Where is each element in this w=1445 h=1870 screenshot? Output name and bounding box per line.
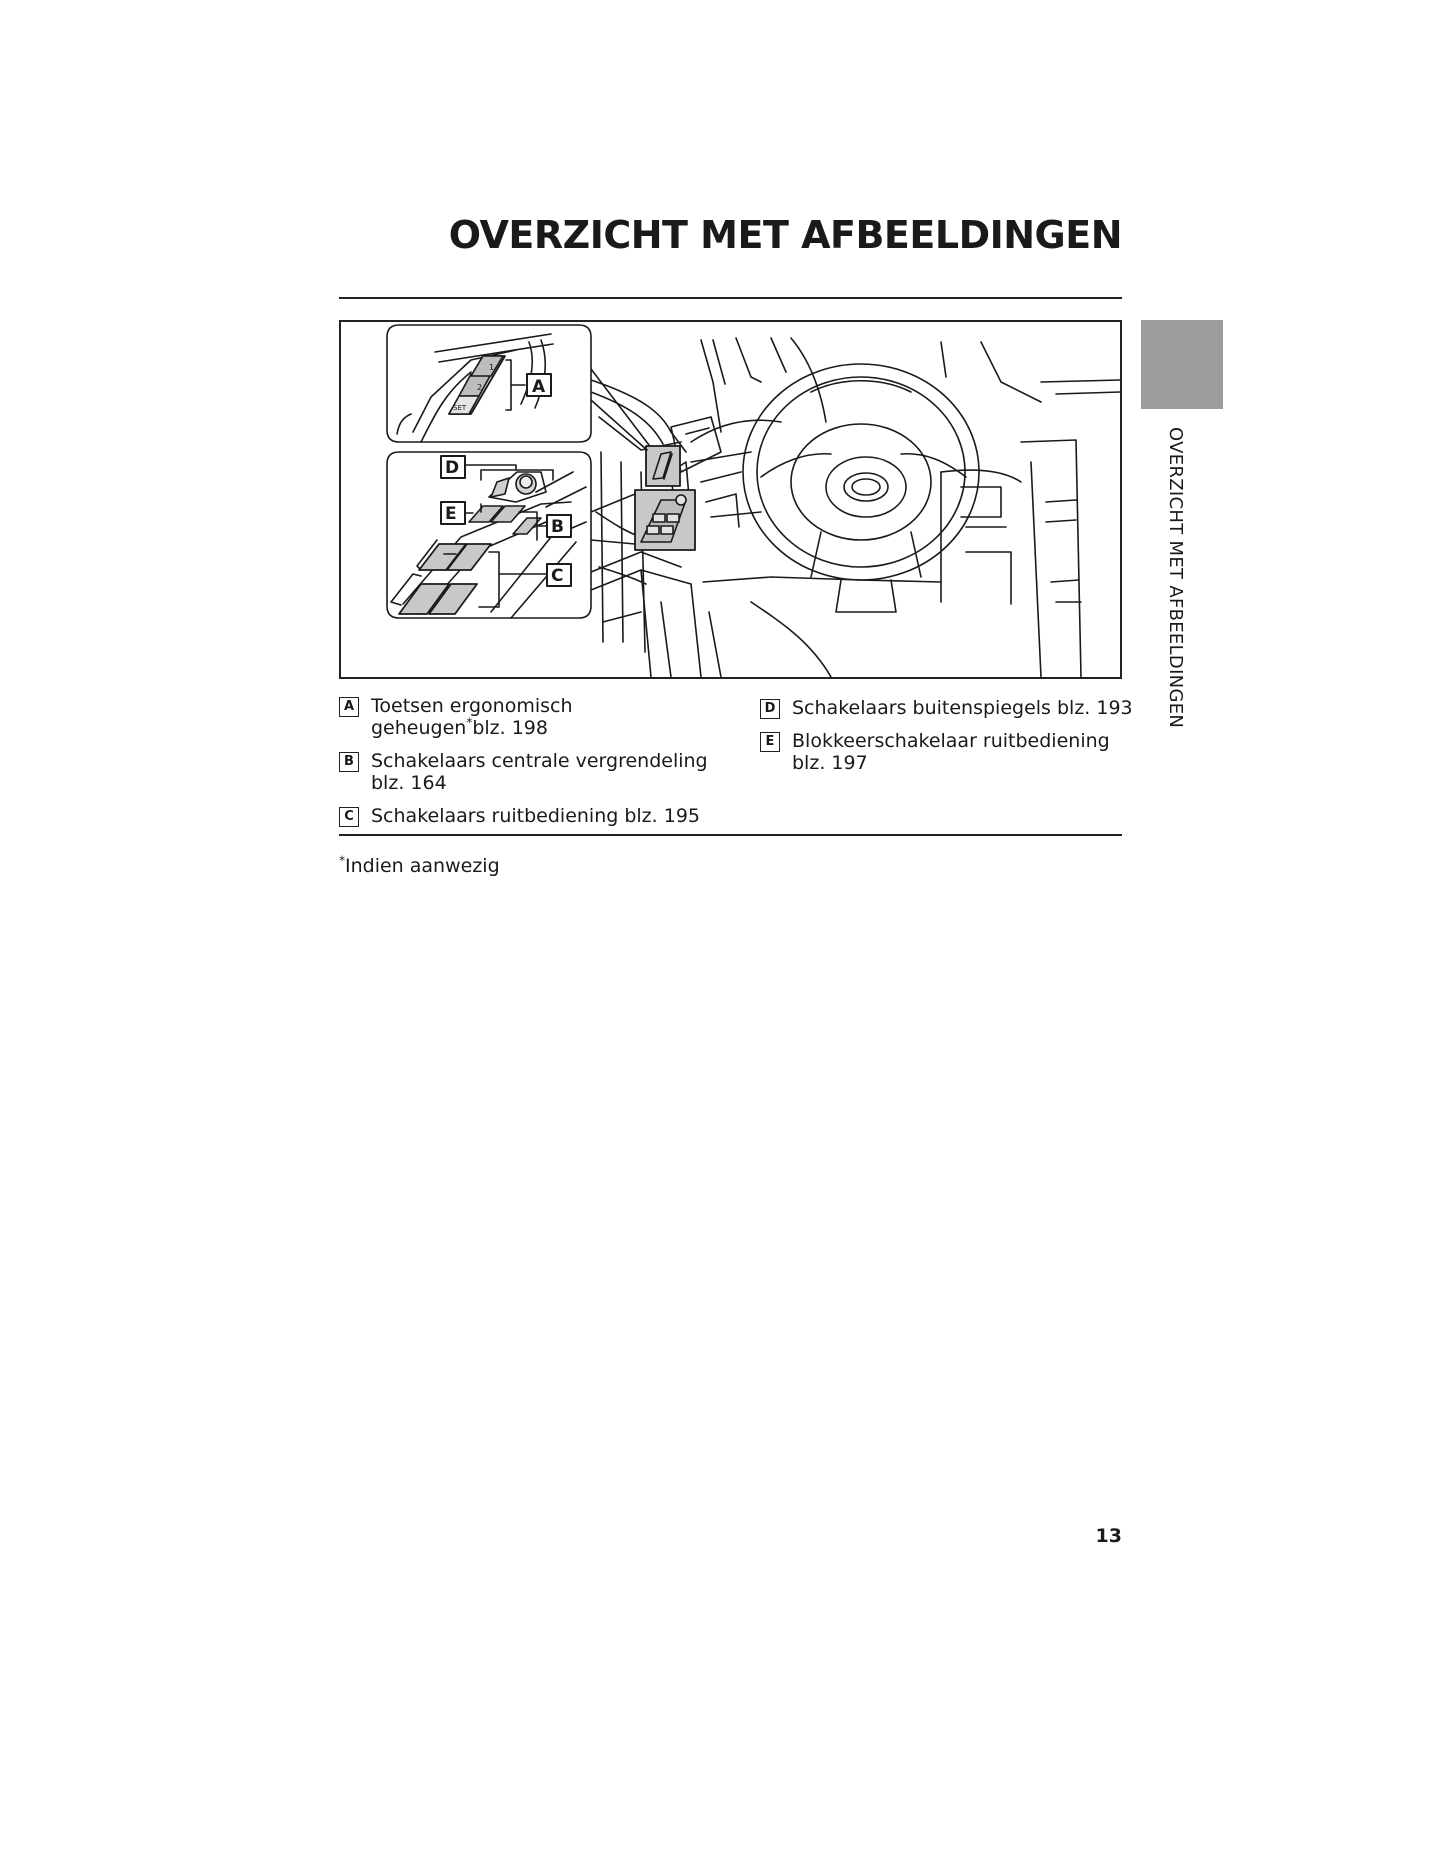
steering-wheel	[743, 364, 979, 612]
chapter-tab-label: OVERZICHT MET AFBEELDINGEN	[1165, 427, 1186, 729]
footnote	[339, 855, 500, 877]
legend-c-line1: Schakelaars ruitbediening blz. 195	[371, 805, 701, 827]
title-divider	[339, 297, 1122, 299]
page-title: OVERZICHT MET AFBEELDINGEN	[448, 213, 1122, 257]
memory-1-label: 1	[489, 363, 495, 372]
callout-d-label: D	[445, 458, 460, 478]
legend-key-b: B	[339, 752, 359, 772]
legend-divider	[339, 834, 1122, 836]
page-number: 13	[1095, 1525, 1122, 1547]
legend-e-line1: Blokkeerschakelaar ruitbediening	[792, 730, 1110, 752]
callout-b-label: B	[551, 517, 564, 537]
callout-a-label: A	[532, 377, 546, 397]
legend-key-d: D	[760, 699, 780, 719]
chapter-tab	[1141, 320, 1223, 409]
dashboard-scene	[586, 338, 1120, 677]
inset-bcde-switch-panel	[387, 452, 591, 618]
set-button-label: SET	[453, 404, 467, 412]
legend-d-line1: Schakelaars buitenspiegels blz. 193	[792, 697, 1133, 719]
legend-key-e: E	[760, 732, 780, 752]
figure-illustration	[339, 320, 1122, 679]
legend-a-line1: Toetsen ergonomisch	[371, 695, 573, 717]
legend-e-line2: blz. 197	[792, 752, 868, 774]
callout-c-label: C	[551, 566, 564, 586]
driver-door-illustration	[341, 322, 1120, 677]
legend-b-line2: blz. 164	[371, 772, 447, 794]
asterisk-marker: *	[466, 715, 473, 730]
legend-key-a: A	[339, 697, 359, 717]
legend-a-line2: geheugen*blz. 198	[371, 715, 548, 739]
inset-a-memory-buttons	[387, 325, 591, 442]
footnote-text: Indien aanwezig	[345, 855, 500, 877]
callout-e-label: E	[445, 504, 457, 524]
legend-b-line1: Schakelaars centrale vergrendeling	[371, 750, 708, 772]
zoom-line-bcde	[591, 494, 635, 512]
legend-key-c: C	[339, 807, 359, 827]
footnote-marker: *	[339, 853, 345, 868]
memory-2-label: 2	[477, 383, 483, 392]
